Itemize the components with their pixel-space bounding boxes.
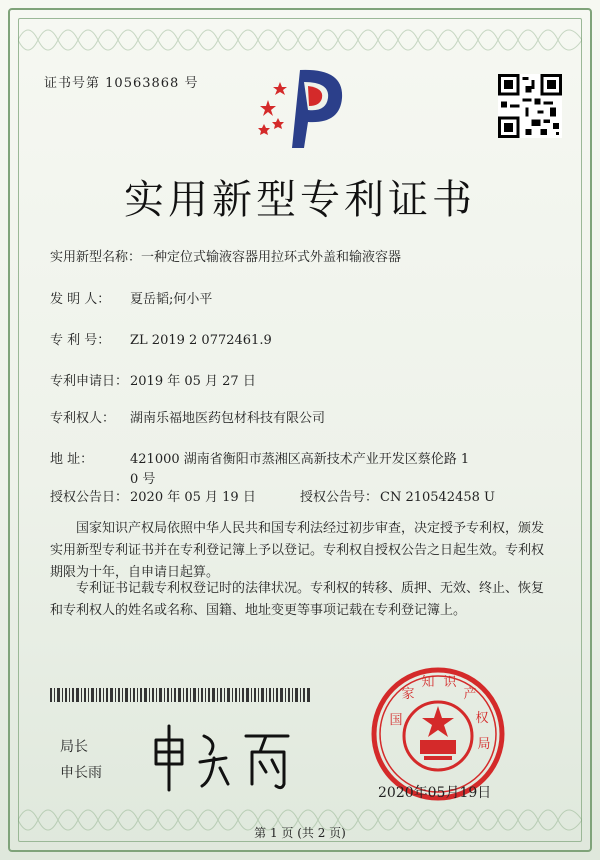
apply-date-label: 专利申请日： — [50, 374, 129, 389]
patent-number-label: 专 利 号： — [50, 333, 111, 348]
address-label-row — [50, 452, 130, 468]
svg-text:家: 家 — [401, 687, 415, 702]
svg-text:局: 局 — [477, 737, 491, 752]
address-label: 地 址： — [50, 452, 94, 467]
certificate-number-suffix: 号 — [184, 76, 199, 91]
director-signature-icon — [148, 718, 298, 798]
grant-statement-paragraph: 国家知识产权局依照中华人民共和国专利法经过初步审查，决定授予专利权，颁发实用新型专利证书并在专利登记簿上予以登记。专利权自授权公告之日起生效。专利权期限为十年，自申请日起算。 — [50, 521, 545, 580]
patent-number-value: ZL 2019 2 0772461.9 — [130, 333, 272, 348]
certificate-number-value: 10563868 — [105, 76, 180, 91]
utility-name-label: 实用新型名称： — [50, 250, 142, 265]
top-guilloche-pattern — [18, 20, 582, 60]
svg-text:产: 产 — [463, 687, 477, 702]
owner-row — [50, 411, 325, 427]
inventor-row — [50, 292, 212, 308]
utility-name-row — [50, 250, 401, 266]
director-name: 申长雨 — [60, 765, 102, 781]
svg-text:权: 权 — [475, 711, 489, 726]
address-value: 421000 湖南省衡阳市蒸湘区高新技术产业开发区蔡伦路 1 0 号 — [130, 452, 470, 487]
svg-text:知: 知 — [421, 675, 435, 690]
svg-text:识: 识 — [443, 675, 457, 690]
owner-value: 湖南乐福地医药包材科技有限公司 — [130, 411, 326, 426]
page-indicator: 第 1 页 (共 2 页) — [254, 826, 346, 840]
inventor-label: 发 明 人： — [50, 292, 111, 307]
grant-number-label: 授权公告号： — [300, 490, 379, 505]
qr-code-icon — [498, 74, 562, 138]
owner-label: 专利权人： — [50, 411, 116, 426]
grant-date-value: 2020 年 05 月 19 日 — [130, 490, 256, 505]
grant-number-value: CN 210542458 U — [380, 490, 495, 505]
inventor-value: 夏岳韬;何小平 — [130, 292, 213, 307]
certificate-title: 实用新型专利证书 — [124, 177, 476, 223]
certificate-number — [44, 72, 198, 91]
certificate-number-label: 证书号第 — [44, 76, 101, 91]
utility-name-value: 一种定位式输液容器用拉环式外盖和输液容器 — [141, 250, 402, 265]
patent-number-row — [50, 333, 272, 349]
apply-date-row — [50, 374, 256, 390]
legal-status-paragraph: 专利证书记载专利权登记时的法律状况。专利权的转移、质押、无效、终止、恢复和专利权人的姓名或名称、国籍、地址变更等事项记载在专利登记簿上。 — [50, 581, 545, 618]
barcode-icon — [50, 688, 310, 702]
grant-number-row — [300, 490, 495, 506]
grant-date-label: 授权公告日： — [50, 490, 129, 505]
director-title: 局长 — [60, 739, 88, 755]
seal-date: 2020年05月19日 — [378, 785, 492, 801]
patent-office-logo-icon — [252, 62, 352, 150]
grant-date-row — [50, 490, 256, 506]
apply-date-value: 2019 年 05 月 27 日 — [130, 374, 256, 389]
svg-text:国: 国 — [389, 713, 403, 728]
